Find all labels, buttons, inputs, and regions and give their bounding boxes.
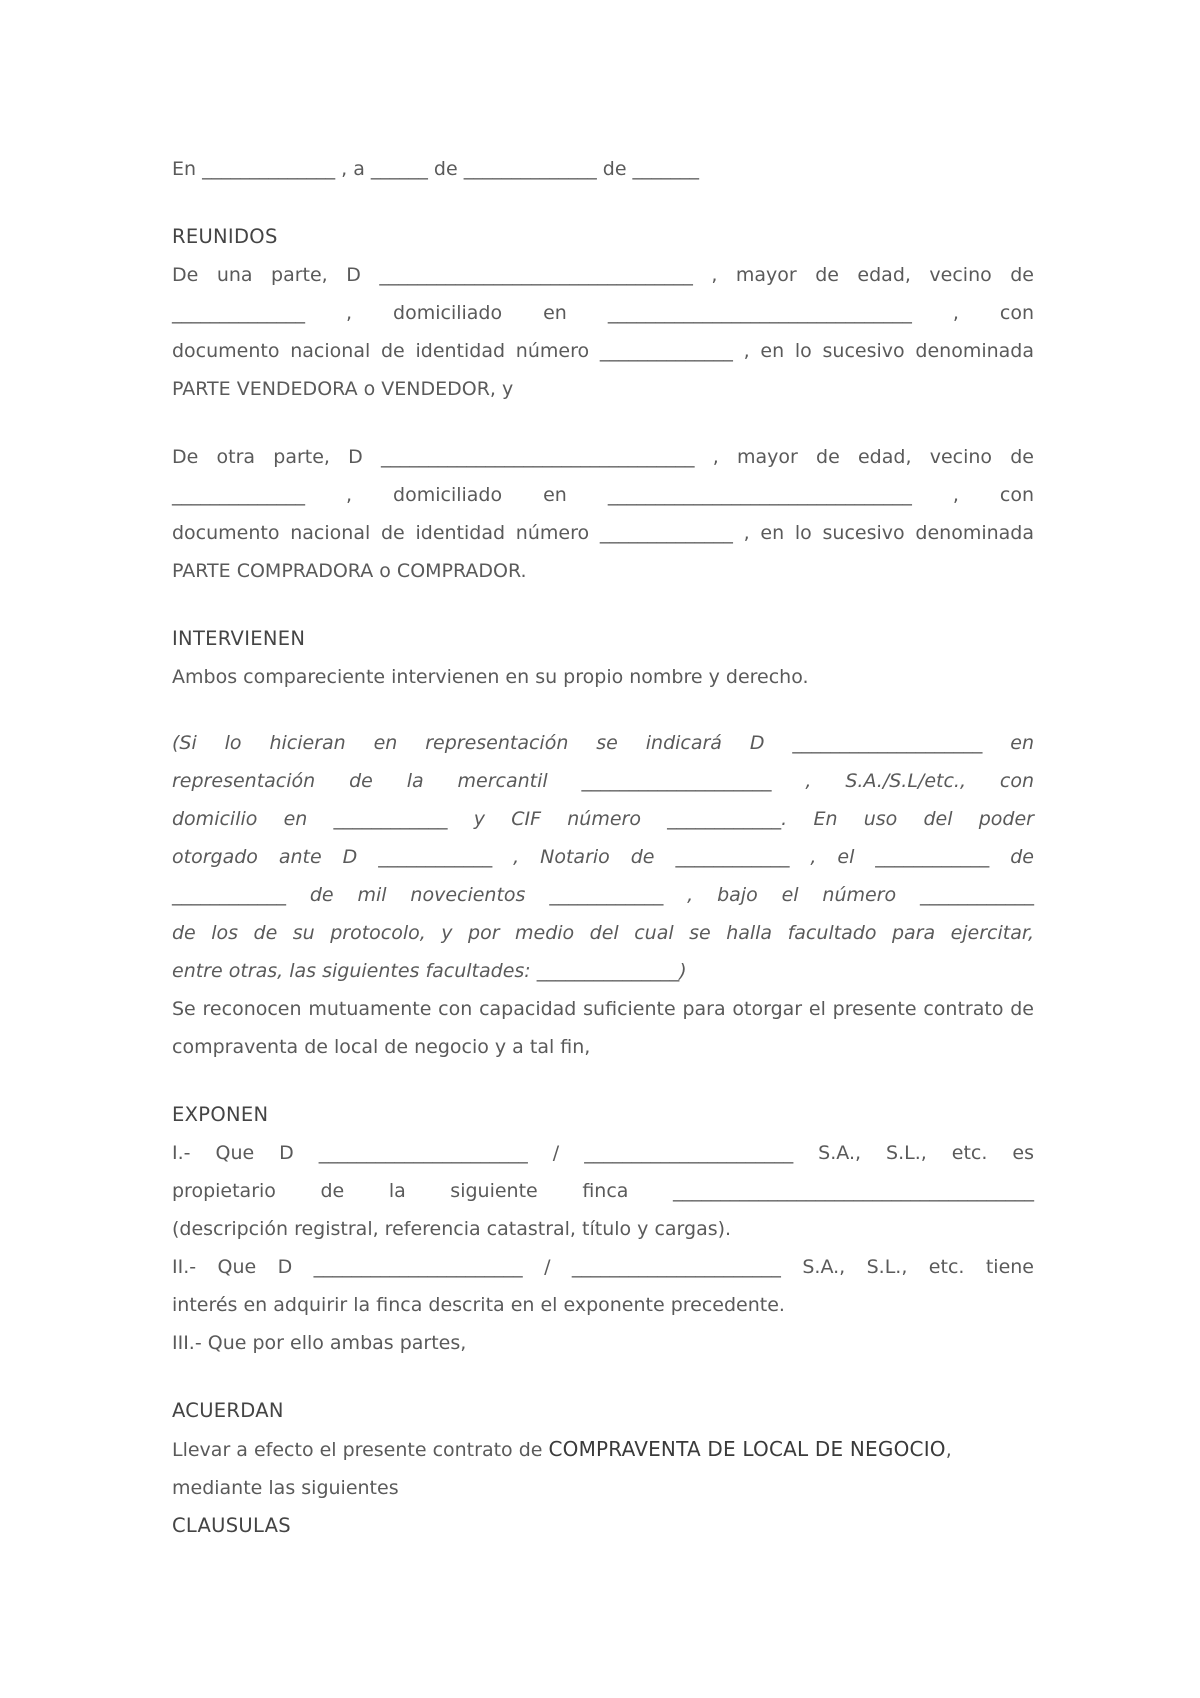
acuerdan-text-before: Llevar a efecto el presente contrato de [172, 1439, 549, 1461]
representacion-paragraph [172, 724, 1034, 990]
representacion-line: (Si lo hicieran en representación se indicará D ____________________ en [172, 732, 1034, 754]
exponen-line: interés en adquirir la finca descrita en el exponente precedente. [172, 1294, 785, 1316]
contract-type: COMPRAVENTA DE LOCAL DE NEGOCIO [548, 1437, 946, 1461]
comprador-line: ______________ , domiciliado en ________________________________ , con [172, 484, 1034, 506]
heading-intervienen: INTERVIENEN [172, 627, 306, 650]
vendedor-line: De una parte, D _________________________________ , mayor de edad, vecino de [172, 264, 1034, 286]
heading-exponen: EXPONEN [172, 1103, 269, 1126]
representacion-line: ____________ de mil novecientos ____________ , bajo el número ____________ [172, 884, 1034, 906]
comprador-line: De otra parte, D _________________________________ , mayor de edad, vecino de [172, 446, 1034, 468]
representacion-line: otorgado ante D ____________ , Notario de ____________ , el ____________ de [172, 846, 1034, 868]
acuerdan-text-after: , [945, 1439, 952, 1461]
date-line: En ______________ , a ______ de ______________ de _______ [172, 158, 700, 180]
exponen-line: III.- Que por ello ambas partes, [172, 1332, 467, 1354]
exponen-line: II.- Que D ______________________ / ______________________ S.A., S.L., etc. tiene [172, 1256, 1034, 1278]
exponen-list [172, 1134, 1034, 1362]
acuerdan-text [172, 1430, 1034, 1469]
intervienen-text: Ambos compareciente intervienen en su propio nombre y derecho. [172, 666, 809, 688]
comprador-paragraph [172, 438, 1034, 590]
vendedor-line: documento nacional de identidad número ______________ , en lo sucesivo denominada [172, 340, 1034, 362]
heading-acuerdan: ACUERDAN [172, 1399, 284, 1422]
representacion-line: entre otras, las siguientes facultades: _______________) [172, 960, 687, 982]
capacidad-line: Se reconocen mutuamente con capacidad suficiente para otorgar el presente contrato de [172, 998, 1034, 1020]
comprador-line: PARTE COMPRADORA o COMPRADOR. [172, 560, 527, 582]
capacidad-paragraph [172, 990, 1034, 1066]
exponen-line: propietario de la siguiente finca ______________________________________ [172, 1180, 1034, 1202]
document-page [172, 150, 1034, 1545]
vendedor-line: ______________ , domiciliado en ________________________________ , con [172, 302, 1034, 324]
comprador-line: documento nacional de identidad número ______________ , en lo sucesivo denominada [172, 522, 1034, 544]
representacion-line: representación de la mercantil ____________________ , S.A./S.L/etc., con [172, 770, 1034, 792]
representacion-line: de los de su protocolo, y por medio del cual se halla facultado para ejercitar, [172, 922, 1034, 944]
heading-clausulas: CLAUSULAS [172, 1514, 291, 1537]
exponen-line: I.- Que D ______________________ / ______________________ S.A., S.L., etc. es [172, 1142, 1034, 1164]
exponen-line: (descripción registral, referencia catastral, título y cargas). [172, 1218, 732, 1240]
representacion-line: domicilio en ____________ y CIF número ____________. En uso del poder [172, 808, 1034, 830]
vendedor-line: PARTE VENDEDORA o VENDEDOR, y [172, 378, 514, 400]
vendedor-paragraph [172, 256, 1034, 408]
acuerdan-line2: mediante las siguientes [172, 1477, 399, 1499]
capacidad-line: compraventa de local de negocio y a tal fin, [172, 1036, 591, 1058]
heading-reunidos: REUNIDOS [172, 225, 278, 248]
